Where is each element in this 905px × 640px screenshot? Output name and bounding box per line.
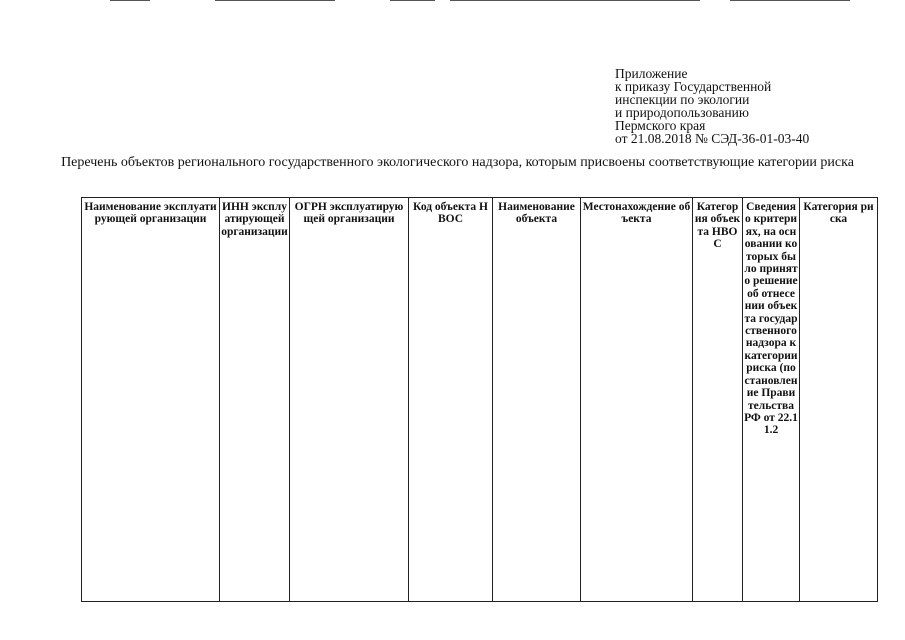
document-title: Перечень объектов регионального государственного экологического надзора, которым присвоены соответствующие категории риска	[61, 155, 854, 170]
column-header-nvos-code: Код объекта НВОС	[409, 198, 493, 602]
column-header-object-location: Местонахождение объекта	[581, 198, 693, 602]
appendix-line: инспекции по экологии	[615, 92, 750, 107]
scan-edge-line	[730, 0, 850, 1]
column-header-organization-name: Наименование эксплуатирующей организации	[82, 198, 220, 602]
appendix-line: от 21.08.2018 № СЭД-36-01-03-40	[615, 131, 810, 146]
column-header-ogrn: ОГРН эксплуатирующей организации	[290, 198, 409, 602]
risk-category-table	[81, 197, 878, 602]
scan-edge-line	[450, 0, 700, 1]
appendix-header	[615, 67, 809, 145]
appendix-line: Приложение	[615, 66, 688, 81]
column-header-inn: ИНН эксплуатирующей организации	[220, 198, 290, 602]
column-header-object-name: Наименование объекта	[493, 198, 581, 602]
column-header-criteria-info: Сведения о критериях, на основании которых было принято решение об отнесении объекта государственного надзора к категории риска (постановление Правительства РФ от 22.11.2	[743, 198, 800, 602]
scan-edge-line	[110, 0, 150, 1]
appendix-line: Пермского края	[615, 118, 706, 133]
column-header-nvos-category: Категория объекта НВОС	[693, 198, 743, 602]
column-header-risk-category: Категория риска	[800, 198, 878, 602]
scan-edge-line	[215, 0, 335, 1]
appendix-line: и природопользованию	[615, 105, 749, 120]
appendix-line: к приказу Государственной	[615, 79, 772, 94]
scan-edge-line	[390, 0, 435, 1]
